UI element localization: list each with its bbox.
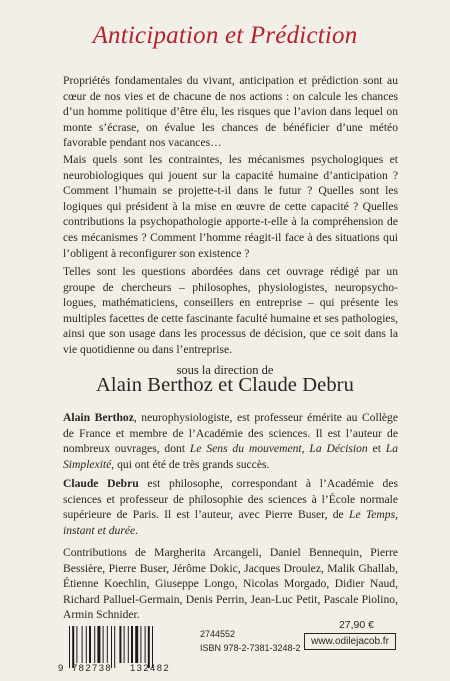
questions-paragraph: Mais quels sont les contraintes, les mécanismes psychologiques et neurobiologiques qui jouent sur la capacité humaine d’anticipation ? Comment l’humain se projette-t-il dans le futur ? Quelles sont les logiques qui président à la mise en œuvre de cette capacité ? Quelles contributions la psychopathologie apporte-t-elle à la compréhension de ces mécanismes ? Comment l’homme réagit-il face à des situations qui l’obligent à reconfigurer son existence ? [63,153,398,260]
contributors-list: Contributions de Margherita Arcangeli, Daniel Bennequin, Pierre Bessière, Pierre Buser, Jérôme Dokic, Jacques Droulez, Malik Ghallab, Étienne Koechlin, Giuseppe Longo, Nicolas Morgado, Didier Naud, Richard Palluel-Germain, Denis Perrin, Jean-Luc Petit, Pascale Piolino, Armin Schnider. [63,546,398,622]
bio-name: Claude Debru [63,477,139,490]
bio-name: Alain Berthoz [63,411,134,424]
bio-text: , qui ont été de très grands succès. [111,457,270,471]
barcode-group-2: 132482 [130,663,171,674]
book-title: Anticipation et Prédiction [92,22,358,49]
barcode-group-1: 782738 [72,663,113,674]
barcode-digit-first: 9 [58,663,65,674]
editors-names: Alain Berthoz et Claude Debru [96,374,354,396]
price: 27,90 € [338,619,374,631]
barcode-code: 2744552 [200,629,236,639]
bio-berthoz [63,410,398,472]
bio-text: , neurophysiologiste, est professeur émérite au Collège de France et membre de l’Académie des sciences. Il est l’auteur de nombreux ouvrages, dont [63,411,399,456]
summary-paragraph: Telles sont les questions abordées dans cet ouvrage rédigé par un groupe de chercheurs – philosophes, physiologistes, neuropsycho-logues, mathématiciens, conseillers en entreprise – qui présente les multiples facettes de cette fascinante faculté humaine et ses pathologies, ainsi que son usage dans les processus de décision, que ce soit dans la vie quotidienne ou dans l’entreprise. [63,265,398,356]
bio-text: . [135,523,139,537]
bio-text: est philosophe, correspondant à l’Académie des sciences et professeur de philosophie des sciences à l’École normale supérieure de Paris. Il est l’auteur, avec Pierre Buser, de [63,477,398,522]
book-title-ref: Le Temps, instant et durée [63,508,398,537]
book-title-ref: Le Sens du mouvement [189,442,302,456]
isbn: ISBN 978-2-7381-3248-2 [200,643,301,653]
bio-debru [63,476,398,538]
book-title-ref: La Simplexité [63,442,398,471]
book-title-ref: La Décision [309,442,368,456]
publisher-url[interactable] [304,633,396,650]
intro-paragraph: Propriétés fondamentales du vivant, anticipation et prédiction sont au cœur de nos vies et de chacune de nos actions : on calcule les chances d’un homme politique d’être élu, les risques que l’avion dans lequel on monte s’écrase, on évalue les chances de bénéficier d’une météo favorable pendant nos vacances… [63,74,398,150]
bio-text: , [301,442,310,456]
direction-label: sous la direction de [176,363,274,377]
url-text: www.odilejacob.fr [311,636,389,647]
bio-text: et [367,442,386,456]
